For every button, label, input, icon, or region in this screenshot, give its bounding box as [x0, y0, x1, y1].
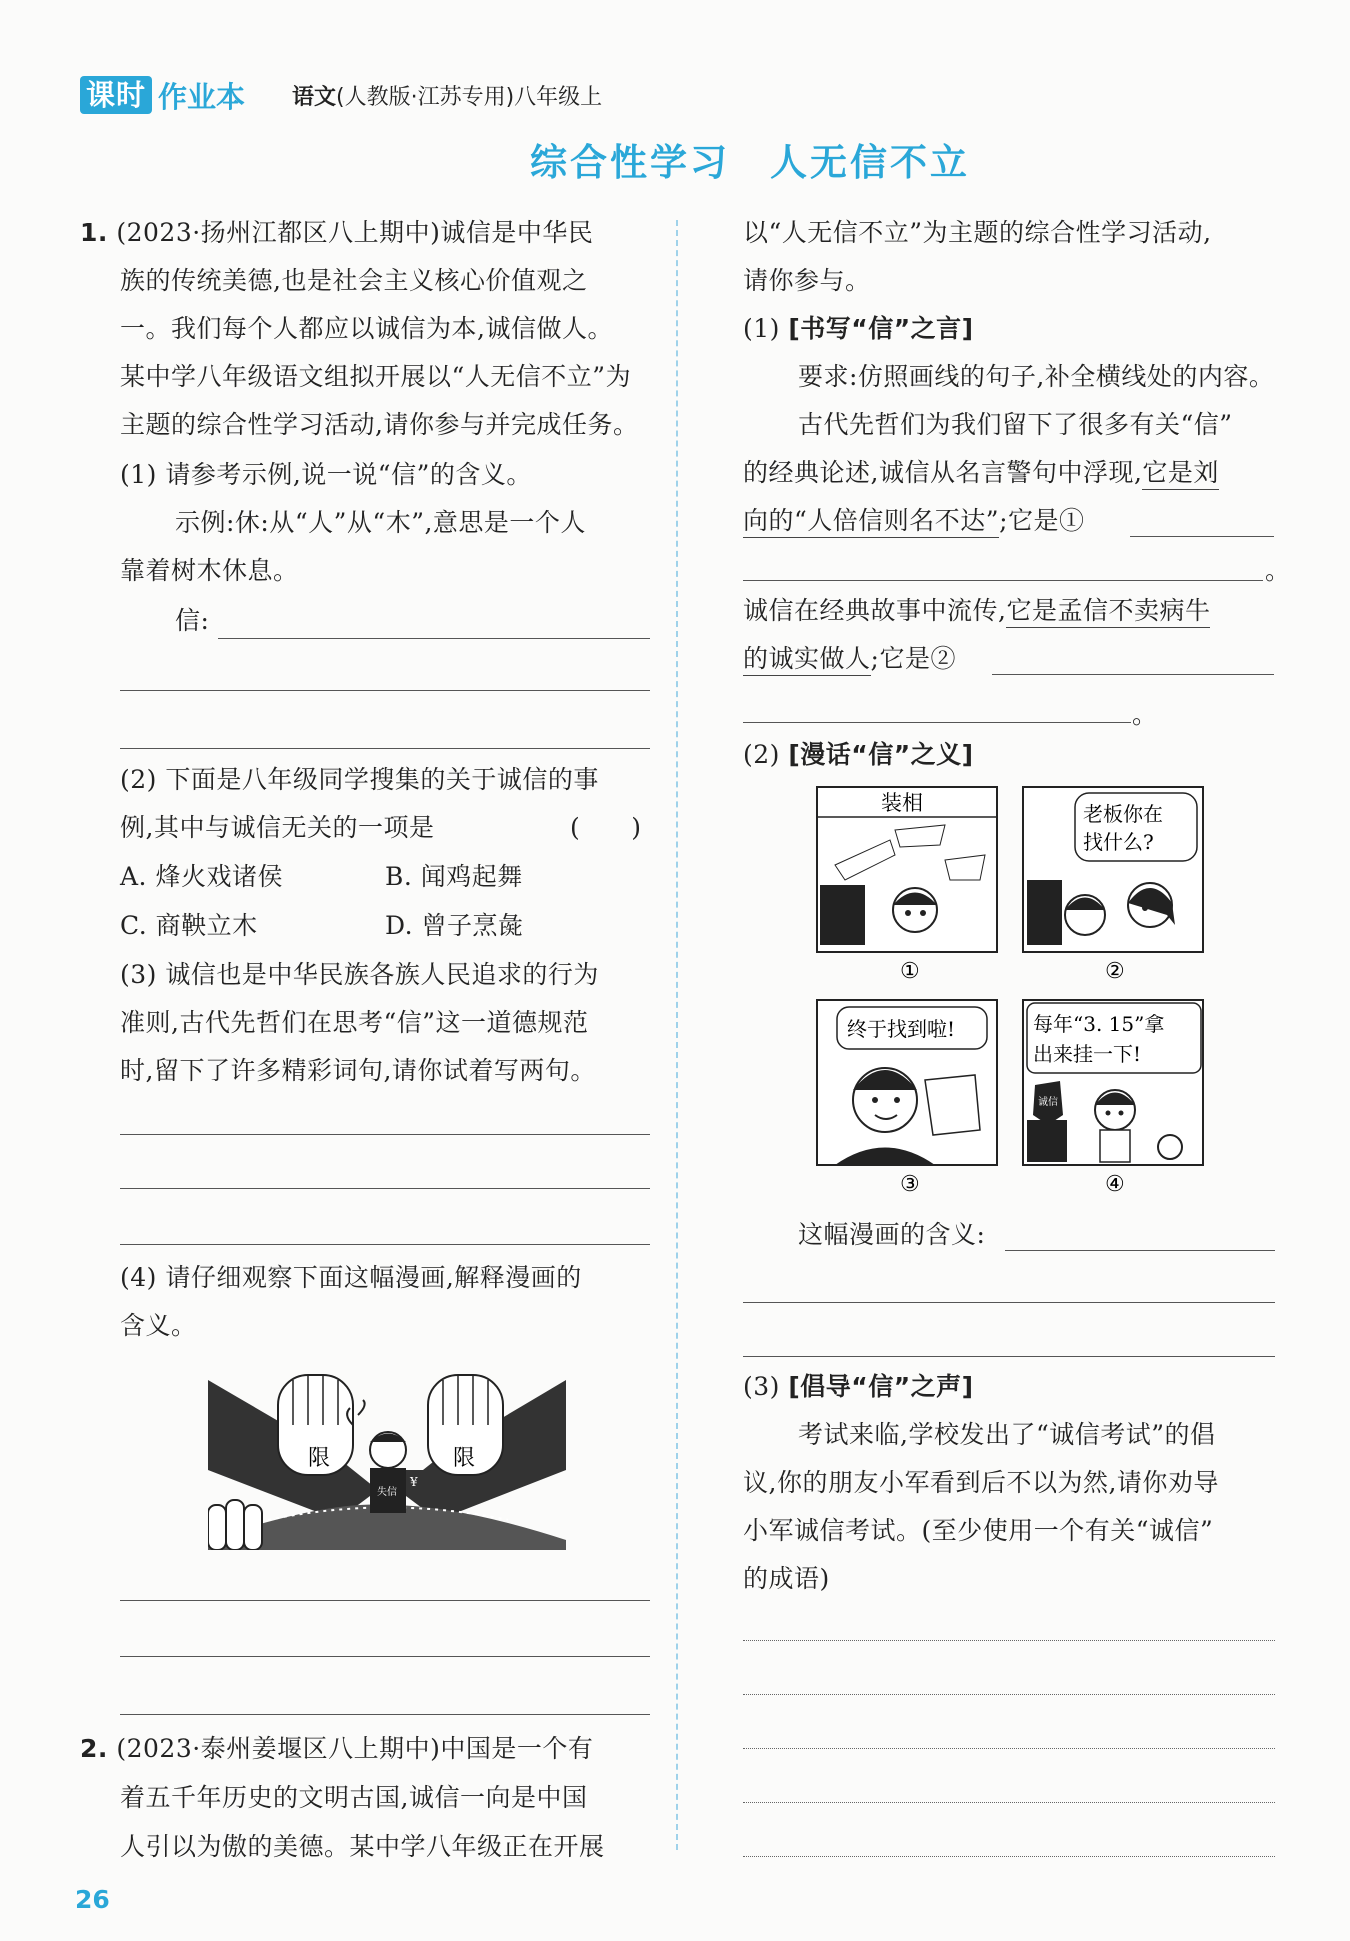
q1-text: (2023·扬州江都区八上期中)诚信是中华民: [116, 218, 594, 247]
answer-line[interactable]: [120, 1714, 650, 1715]
part1-text-4: [743, 596, 1210, 626]
answer-line[interactable]: [1005, 1250, 1275, 1251]
sub1-example: 示例:休:从“人”从“木”,意思是一个人: [175, 508, 586, 537]
q2-number: 2.: [80, 1734, 108, 1763]
part2-number: (2): [743, 740, 780, 769]
answer-line[interactable]: [120, 1656, 650, 1657]
part1-title: [书写“信”之言]: [788, 314, 974, 343]
part3-title: [倡导“信”之声]: [788, 1372, 974, 1401]
q1-line-2: 族的传统美德,也是社会主义核心价值观之: [120, 266, 588, 295]
panel1-caption: 装相: [881, 791, 923, 815]
book-subject: [292, 80, 602, 111]
answer-line[interactable]: [743, 1356, 1275, 1357]
part3-text-3: 小军诚信考试。(至少使用一个有关“诚信”: [743, 1516, 1214, 1545]
person-label: 失信: [377, 1487, 397, 1498]
underlined-text: 的诚实做人: [743, 644, 871, 676]
page-number: 26: [75, 1885, 110, 1914]
sub3-prompt-cont: 时,留下了许多精彩词句,请你试着写两句。: [120, 1056, 596, 1085]
answer-line[interactable]: [743, 1802, 1275, 1803]
column-divider: [676, 220, 678, 1850]
panel4-bubble-line1: 每年“3. 15”拿: [1033, 1012, 1165, 1036]
underlined-text: 向的“人倍信则名不达”: [743, 506, 999, 538]
q2-cont-line-1: 以“人无信不立”为主题的综合性学习活动,: [743, 218, 1212, 247]
part3-text-2: 议,你的朋友小军看到后不以为然,请你劝导: [743, 1468, 1219, 1497]
panel-number-3: ③: [900, 1172, 920, 1197]
money-sign: ¥: [410, 1475, 418, 1489]
panel3-bubble: 终于找到啦!: [847, 1017, 956, 1041]
answer-line[interactable]: [743, 1640, 1275, 1641]
panel-number-1: ①: [900, 959, 920, 984]
q2-line-3: 人引以为傲的美德。某中学八年级正在开展: [120, 1832, 605, 1861]
panel2-bubble-line2: 找什么?: [1083, 830, 1154, 854]
period: 。: [1265, 556, 1291, 585]
fill-blank-1[interactable]: [1130, 536, 1274, 537]
comic-meaning-label: 这幅漫画的含义:: [798, 1220, 986, 1249]
q1-line-4: 某中学八年级语文组拟开展以“人无信不立”为: [120, 362, 632, 391]
sub1-example-cont: 靠着树木休息。: [120, 556, 299, 585]
part1-text-5: [743, 644, 956, 674]
panel2-bubble-line1: 老板你在: [1083, 802, 1163, 826]
comic-panel-1: [817, 787, 997, 952]
comic-panel-2: [1023, 787, 1203, 952]
part1-text-3: [743, 506, 1085, 536]
text-segment: 的经典论述,诚信从名言警句中浮现,: [743, 458, 1143, 487]
page-title: 综合性学习 人无信不立: [530, 141, 970, 184]
part1-text-2: [743, 458, 1219, 488]
underlined-text: 它是孟信不卖病牛: [1006, 596, 1210, 628]
panel4-sign: 诚信: [1038, 1097, 1058, 1108]
sub2-prompt: (2) 下面是八年级同学搜集的关于诚信的事: [120, 765, 599, 794]
hand-left-limit: 限: [308, 1446, 331, 1471]
answer-line[interactable]: [120, 690, 650, 691]
q1-line-5: 主题的综合性学习活动,请你参与并完成任务。: [120, 410, 639, 439]
fingers-icon: [208, 1500, 262, 1550]
part2-heading: [743, 740, 974, 770]
fill-blank-2-cont[interactable]: [743, 722, 1131, 723]
right-hand-icon: [428, 1375, 503, 1475]
sub1-prompt: (1) 请参考示例,说一说“信”的含义。: [120, 460, 532, 489]
comic-panel-3: [817, 1000, 997, 1165]
q2-cont-line-2: 请你参与。: [743, 266, 871, 295]
comic-panel-4: [1023, 1000, 1203, 1165]
answer-line[interactable]: [743, 1856, 1275, 1857]
hand-right-limit: 限: [453, 1446, 476, 1471]
part3-heading: [743, 1372, 974, 1402]
logo-text: 作业本: [158, 79, 246, 114]
answer-line[interactable]: [120, 1600, 650, 1601]
option-a: A. 烽火戏诸侯: [120, 862, 283, 891]
fill-blank-1-cont[interactable]: [743, 580, 1263, 581]
answer-line[interactable]: [743, 1302, 1275, 1303]
answer-line[interactable]: [120, 1244, 650, 1245]
option-c: C. 商鞅立木: [120, 911, 258, 940]
answer-line[interactable]: [218, 638, 650, 639]
integrity-cartoon: [208, 1370, 566, 1550]
panel4-bubble-line2: 出来挂一下!: [1033, 1042, 1142, 1066]
sub1-xin-label: 信:: [175, 606, 210, 635]
panel-number-2: ②: [1105, 959, 1125, 984]
comic-strip: [815, 785, 1205, 1205]
part1-heading: [743, 314, 974, 344]
option-d: D. 曾子烹彘: [385, 911, 524, 940]
part2-title: [漫话“信”之义]: [788, 740, 974, 769]
q2-line-2: 着五千年历史的文明古国,诚信一向是中国: [120, 1783, 588, 1812]
text-segment: 诚信在经典故事中流传,: [743, 596, 1007, 625]
sub3-prompt-cont: 准则,古代先哲们在思考“信”这一道德规范: [120, 1008, 589, 1037]
period: 。: [1132, 700, 1158, 729]
left-hand-icon: [278, 1375, 353, 1475]
panel-number-4: ④: [1105, 1172, 1125, 1197]
subject-name: 语文: [292, 85, 337, 110]
q1-line-1: [80, 218, 593, 248]
q2-line-1: [80, 1734, 593, 1764]
answer-bracket[interactable]: ( ): [570, 813, 642, 842]
answer-line[interactable]: [743, 1748, 1275, 1749]
q1-line-3: 一。我们每个人都应以诚信为本,诚信做人。: [120, 314, 613, 343]
answer-line[interactable]: [120, 1134, 650, 1135]
sub4-prompt-cont: 含义。: [120, 1311, 197, 1340]
option-b: B. 闻鸡起舞: [385, 862, 523, 891]
sub2-prompt-cont: 例,其中与诚信无关的一项是: [120, 813, 435, 842]
answer-line[interactable]: [120, 748, 650, 749]
answer-line[interactable]: [743, 1694, 1275, 1695]
part1-number: (1): [743, 314, 780, 343]
series-logo: [80, 75, 245, 115]
blank-label-1: ;它是①: [999, 506, 1085, 535]
part1-requirement: 要求:仿照画线的句子,补全横线处的内容。: [798, 362, 1275, 391]
subject-edition: (人教版·江苏专用)八年级上: [336, 85, 603, 110]
part3-text-4: 的成语): [743, 1564, 830, 1593]
logo-badge: 课时: [80, 76, 152, 114]
fill-blank-2[interactable]: [992, 674, 1274, 675]
q2-text: (2023·泰州姜堰区八上期中)中国是一个有: [116, 1734, 594, 1763]
sub3-prompt: (3) 诚信也是中华民族各族人民追求的行为: [120, 960, 599, 989]
part3-number: (3): [743, 1372, 780, 1401]
part1-text-1: 古代先哲们为我们留下了很多有关“信”: [798, 410, 1233, 439]
sub4-prompt: (4) 请仔细观察下面这幅漫画,解释漫画的: [120, 1263, 582, 1292]
q1-number: 1.: [80, 218, 108, 247]
answer-line[interactable]: [120, 1188, 650, 1189]
underlined-text: 它是刘: [1142, 458, 1219, 490]
part3-text-1: 考试来临,学校发出了“诚信考试”的倡: [798, 1420, 1216, 1449]
blank-label-2: ;它是②: [870, 644, 956, 673]
